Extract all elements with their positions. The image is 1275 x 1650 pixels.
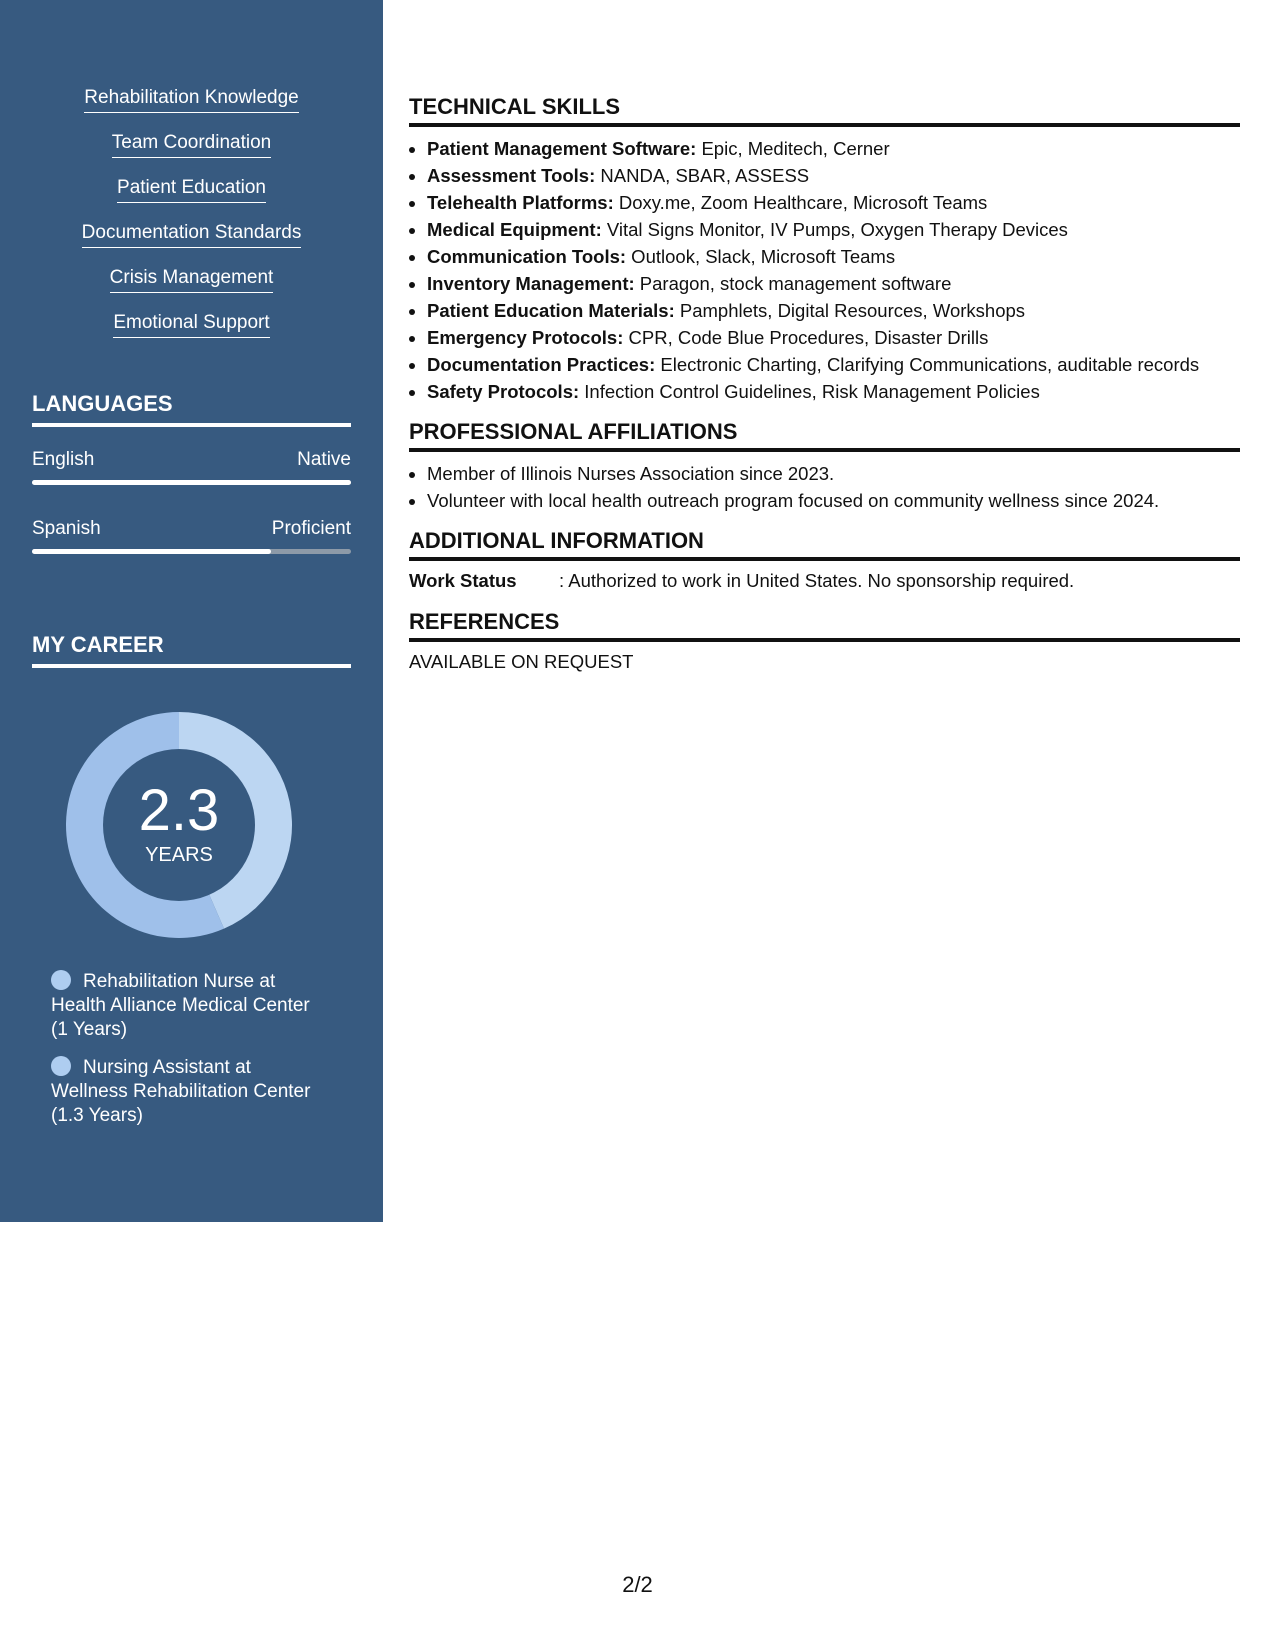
language-bar-fill (32, 549, 271, 554)
skill-term: Medical Equipment: (427, 219, 602, 240)
language-level: Native (297, 449, 351, 470)
skill-term: Documentation Practices: (427, 354, 656, 375)
language-bar-english (32, 480, 351, 485)
work-status-value: : Authorized to work in United States. No sponsorship required. (559, 570, 1075, 591)
work-status-row (409, 569, 1240, 593)
sidebar (0, 0, 383, 1222)
career-item-text: Nursing Assistant at Wellness Rehabilitation Center (1.3 Years) (51, 1057, 311, 1126)
list-item (427, 351, 1240, 378)
list-item: • Volunteer with local health outreach program focused on community wellness since 2024. (427, 487, 1240, 514)
skill-value: NANDA, SBAR, ASSESS (595, 165, 810, 186)
page-number: 2/2 (622, 1572, 653, 1597)
list-item (427, 216, 1240, 243)
language-row-english (32, 449, 351, 471)
skill-value: Pamphlets, Digital Resources, Workshops (674, 300, 1026, 321)
list-item (427, 135, 1240, 162)
skill-term: Emergency Protocols: (427, 327, 624, 348)
additional-info-heading: ADDITIONAL INFORMATION (409, 528, 1240, 561)
skill-term: Telehealth Platforms: (427, 192, 614, 213)
references-text: AVAILABLE ON REQUEST (409, 651, 634, 672)
skill-term: Communication Tools: (427, 246, 627, 267)
language-level: Proficient (271, 518, 351, 539)
skill-value: Vital Signs Monitor, IV Pumps, Oxygen Therapy Devices (601, 219, 1068, 240)
career-dot-icon (51, 970, 71, 990)
skill-term: Patient Education Materials: (427, 300, 675, 321)
list-item (427, 162, 1240, 189)
career-total-value: 2.3 (138, 778, 220, 843)
language-name: English (32, 449, 95, 470)
list-item (427, 324, 1240, 351)
career-dot-icon (51, 1056, 71, 1076)
career-item (51, 1056, 326, 1128)
references-heading: REFERENCES (409, 609, 1240, 642)
skill-value: Infection Control Guidelines, Risk Management Policies (579, 381, 1040, 402)
list-item (427, 297, 1240, 324)
main-content (409, 94, 1240, 674)
list-item (427, 243, 1240, 270)
technical-skills-heading: TECHNICAL SKILLS (409, 94, 1240, 127)
list-item: • Member of Illinois Nurses Association since 2023. (427, 460, 1240, 487)
skill-term: Inventory Management: (427, 273, 635, 294)
languages-heading: LANGUAGES (32, 391, 351, 427)
skill-tags (0, 86, 383, 356)
list-item (427, 378, 1240, 405)
skill-value: Electronic Charting, Clarifying Communications, auditable records (655, 354, 1200, 375)
list-item (427, 270, 1240, 297)
skill-term: Safety Protocols: (427, 381, 580, 402)
language-name: Spanish (32, 518, 101, 539)
skill-tag: Documentation Standards (82, 221, 302, 248)
skill-tag: Emotional Support (113, 311, 269, 338)
career-item (51, 970, 326, 1042)
skill-tag: Patient Education (117, 176, 266, 203)
language-row-spanish (32, 518, 351, 540)
work-status-label: Work Status (409, 570, 517, 591)
language-bar-spanish (32, 549, 351, 554)
skill-value: CPR, Code Blue Procedures, Disaster Drills (623, 327, 989, 348)
skill-value: Epic, Meditech, Cerner (696, 138, 890, 159)
language-bar-fill (32, 480, 351, 485)
career-total-unit: YEARS (145, 844, 213, 866)
skill-value: Outlook, Slack, Microsoft Teams (626, 246, 896, 267)
skill-term: Assessment Tools: (427, 165, 596, 186)
skill-term: Patient Management Software: (427, 138, 697, 159)
skill-value: Doxy.me, Zoom Healthcare, Microsoft Teams (613, 192, 988, 213)
career-heading: MY CAREER (32, 632, 351, 668)
skill-value: Paragon, stock management software (634, 273, 952, 294)
skill-tag: Crisis Management (110, 266, 274, 293)
affiliations-list (409, 460, 1240, 514)
list-item (427, 189, 1240, 216)
technical-skills-list (409, 135, 1240, 405)
affiliations-heading: PROFESSIONAL AFFILIATIONS (409, 419, 1240, 452)
skill-tag: Team Coordination (112, 131, 271, 158)
skill-tag: Rehabilitation Knowledge (84, 86, 298, 113)
career-item-text: Rehabilitation Nurse at Health Alliance Medical Center (1 Years) (51, 971, 310, 1040)
